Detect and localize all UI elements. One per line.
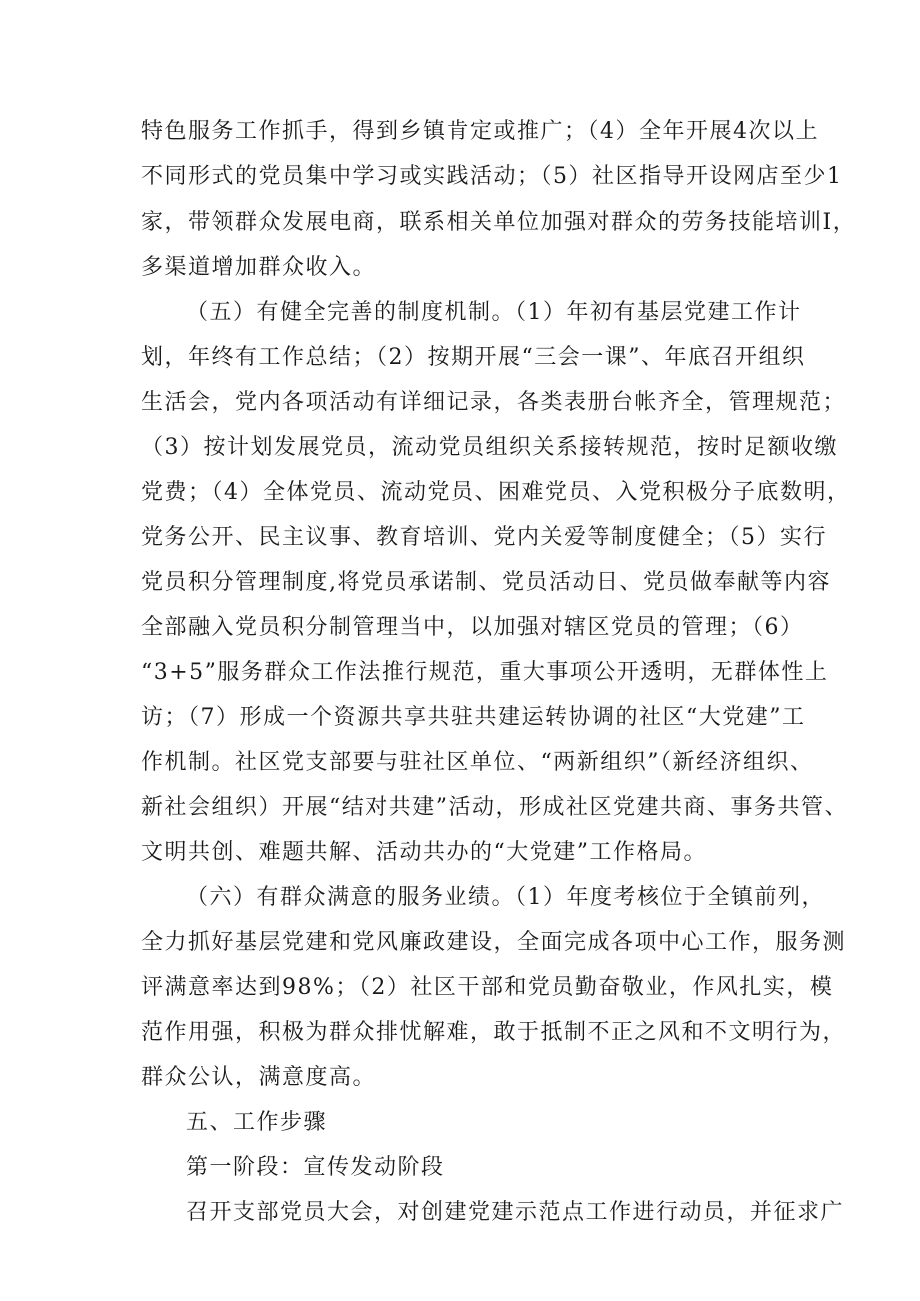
section-heading: 五、工作步骤	[186, 1110, 328, 1135]
paragraph-line: “3+5”服务群众工作法推行规范，重大事项公开透明，无群体性上	[141, 660, 829, 685]
subsection-heading: 第一阶段：宣传发动阶段	[186, 1155, 445, 1180]
paragraph-line: 作机制。社区党支部要与驻社区单位、“两新组织”（新经济组织、	[141, 750, 814, 775]
paragraph-line: （3）按计划发展党员，流动党员组织关系接转规范，按时足额收缴	[141, 435, 838, 460]
paragraph-line: 全力抓好基层党建和党风廉政建设，全面完成各项中心工作，服务测	[141, 930, 847, 955]
paragraph-line: 文明共创、难题共解、活动共办的“大党建”工作格局。	[141, 840, 707, 865]
paragraph-line: 全部融入党员积分制管理当中，以加强对辖区党员的管理；（6）	[141, 615, 804, 640]
paragraph-line: 评满意率达到98%；（2）社区干部和党员勤奋敬业，作风扎实，模	[141, 975, 834, 1000]
paragraph-line: 党务公开、民主议事、教育培训、党内关爱等制度健全；（5）实行	[141, 525, 827, 550]
paragraph-line: 新社会组织）开展“结对共建”活动，形成社区党建共商、事务共管、	[141, 795, 848, 820]
paragraph-line: 召开支部党员大会，对创建党建示范点工作进行动员，并征求广	[186, 1200, 845, 1225]
paragraph-line: 党费；（4）全体党员、流动党员、困难党员、入党积极分子底数明，	[141, 480, 851, 505]
paragraph-line: 范作用强，积极为群众排忧解难，敢于抵制不正之风和不文明行为，	[141, 1020, 847, 1045]
paragraph-line: 生活会，党内各项活动有详细记录，各类表册台帐齐全，管理规范；	[141, 390, 847, 415]
paragraph-line: 特色服务工作抓手，得到乡镇肯定或推广；（4）全年开展4次以上	[141, 119, 819, 144]
paragraph-line: 党员积分管理制度,将党员承诺制、党员活动日、党员做奉献等内容	[141, 570, 831, 595]
paragraph-line: 划，年终有工作总结；（2）按期开展“三会一课”、年底召开组织	[141, 345, 806, 370]
paragraph-line: 群众公认，满意度高。	[141, 1065, 377, 1090]
paragraph-line: 家，带领群众发展电商，联系相关单位加强对群众的劳务技能培训Ⅰ，	[141, 210, 857, 235]
paragraph-line: （五）有健全完善的制度机制。（1）年初有基层党建工作计	[186, 300, 802, 325]
paragraph-line: （六）有群众满意的服务业绩。（1）年度考核位于全镇前列，	[186, 885, 825, 910]
paragraph-line: 多渠道增加群众收入。	[141, 255, 377, 280]
paragraph-line: 不同形式的党员集中学习或实践活动；（5）社区指导开设网店至少1	[141, 164, 843, 189]
paragraph-line: 访；（7）形成一个资源共享共驻共建运转协调的社区“大党建”工	[141, 705, 806, 730]
